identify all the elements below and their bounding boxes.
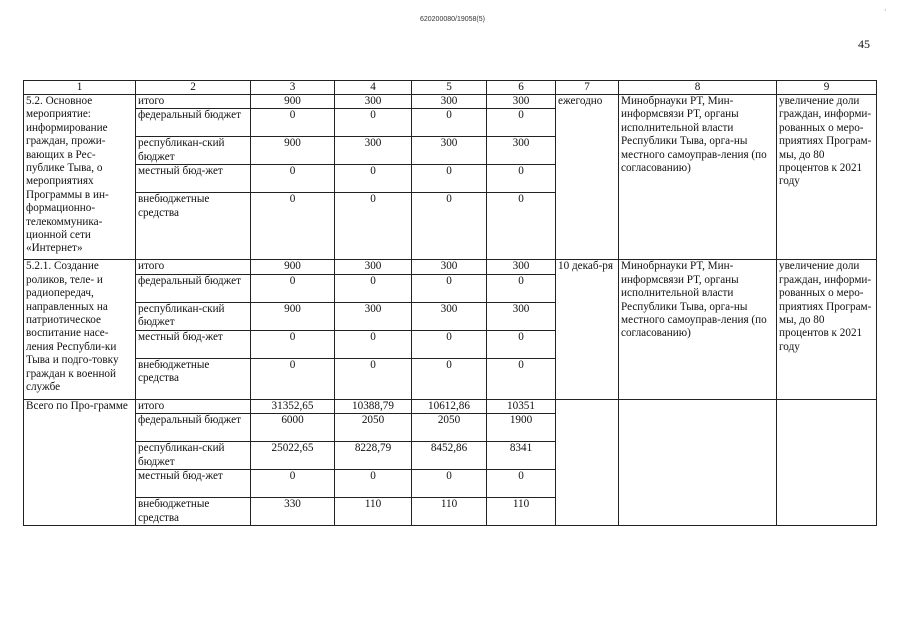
value-year-1: 2050	[335, 414, 412, 442]
funding-source: федеральный бюджет	[136, 109, 251, 137]
value-year-1: 300	[335, 95, 412, 109]
funding-source: местный бюд-жет	[136, 470, 251, 498]
value-year-2: 8452,86	[412, 442, 487, 470]
funding-source: федеральный бюджет	[136, 414, 251, 442]
value-year-2: 300	[412, 260, 487, 274]
value-year-1: 300	[335, 302, 412, 330]
value-year-3: 0	[487, 193, 556, 260]
funding-source: местный бюд-жет	[136, 165, 251, 193]
value-year-2: 0	[412, 358, 487, 399]
funding-source: итого	[136, 260, 251, 274]
funding-source: внебюджетные средства	[136, 498, 251, 526]
value-year-2: 0	[412, 330, 487, 358]
program-activities-table	[23, 80, 877, 526]
funding-source: внебюджетные средства	[136, 358, 251, 399]
value-total: 0	[251, 330, 335, 358]
value-year-2: 300	[412, 137, 487, 165]
deadline	[556, 399, 619, 525]
document-id: 620200080/19058(5)	[419, 16, 485, 23]
value-year-3: 0	[487, 165, 556, 193]
value-year-1: 110	[335, 498, 412, 526]
deadline: ежегодно	[556, 95, 619, 260]
value-year-2: 0	[412, 109, 487, 137]
value-total: 900	[251, 137, 335, 165]
funding-source: местный бюд-жет	[136, 330, 251, 358]
value-year-3: 1900	[487, 414, 556, 442]
value-year-3: 300	[487, 95, 556, 109]
value-year-3: 10351	[487, 399, 556, 413]
page-number: 45	[858, 37, 870, 51]
value-year-2: 110	[412, 498, 487, 526]
value-year-1: 300	[335, 137, 412, 165]
value-total: 900	[251, 260, 335, 274]
value-year-1: 0	[335, 165, 412, 193]
value-year-1: 8228,79	[335, 442, 412, 470]
value-total: 330	[251, 498, 335, 526]
value-year-1: 0	[335, 193, 412, 260]
value-year-3: 110	[487, 498, 556, 526]
value-year-3: 300	[487, 302, 556, 330]
funding-source: итого	[136, 95, 251, 109]
value-year-3: 300	[487, 260, 556, 274]
value-year-2: 10612,86	[412, 399, 487, 413]
value-total: 0	[251, 109, 335, 137]
column-number: 1	[24, 81, 136, 95]
value-year-2: 300	[412, 95, 487, 109]
value-year-3: 0	[487, 470, 556, 498]
value-total: 25022,65	[251, 442, 335, 470]
activity-name: Всего по Про-грамме	[24, 399, 136, 525]
value-year-1: 0	[335, 274, 412, 302]
corner-mark: ·	[884, 6, 887, 15]
value-year-1: 0	[335, 470, 412, 498]
value-year-3: 0	[487, 330, 556, 358]
activity-name: 5.2.1. Создание роликов, теле- и радиопередач, направленных на патриотическое воспитание насе-ления Республи-ки Тыва и подго-товку граждан к военной службе	[24, 260, 136, 399]
table-row	[24, 95, 877, 109]
funding-source: республикан-ский бюджет	[136, 442, 251, 470]
table-row	[24, 399, 877, 413]
column-number: 9	[777, 81, 877, 95]
column-number-row	[24, 81, 877, 95]
value-total: 900	[251, 95, 335, 109]
value-total: 6000	[251, 414, 335, 442]
column-number: 5	[412, 81, 487, 95]
value-total: 0	[251, 165, 335, 193]
value-total: 31352,65	[251, 399, 335, 413]
value-year-3: 8341	[487, 442, 556, 470]
value-total: 0	[251, 470, 335, 498]
value-total: 900	[251, 302, 335, 330]
expected-result: увеличение доли граждан, информи-рованных о меро-приятиях Програм-мы, до 80 процентов к 2021 году	[777, 95, 877, 260]
value-year-2: 2050	[412, 414, 487, 442]
value-year-2: 300	[412, 302, 487, 330]
column-number: 8	[619, 81, 777, 95]
column-number: 2	[136, 81, 251, 95]
value-year-1: 0	[335, 358, 412, 399]
executors	[619, 399, 777, 525]
column-number: 3	[251, 81, 335, 95]
activity-name: 5.2. Основное мероприятие: информирование граждан, прожи-вающих в Рес-публике Тыва, о мероприятиях Программы в ин-формационно-телекоммуника-ционной сети «Интернет»	[24, 95, 136, 260]
value-year-3: 0	[487, 358, 556, 399]
funding-source: федеральный бюджет	[136, 274, 251, 302]
value-total: 0	[251, 193, 335, 260]
expected-result: увеличение доли граждан, информи-рованных о меро-приятиях Програм-мы, до 80 процентов к 2021 году	[777, 260, 877, 399]
funding-source: республикан-ский бюджет	[136, 302, 251, 330]
executors: Минобрнауки РТ, Мин-информсвязи РТ, органы исполнительной власти Республики Тыва, орга-ны местного самоуправ-ления (по согласованию)	[619, 95, 777, 260]
value-year-2: 0	[412, 274, 487, 302]
value-year-2: 0	[412, 193, 487, 260]
value-total: 0	[251, 274, 335, 302]
value-year-2: 0	[412, 470, 487, 498]
value-year-2: 0	[412, 165, 487, 193]
column-number: 6	[487, 81, 556, 95]
deadline: 10 декаб-ря	[556, 260, 619, 399]
value-year-1: 10388,79	[335, 399, 412, 413]
value-year-3: 300	[487, 137, 556, 165]
funding-source: республикан-ский бюджет	[136, 137, 251, 165]
value-year-1: 300	[335, 260, 412, 274]
value-year-3: 0	[487, 274, 556, 302]
expected-result	[777, 399, 877, 525]
value-total: 0	[251, 358, 335, 399]
column-number: 7	[556, 81, 619, 95]
table-row	[24, 260, 877, 274]
value-year-3: 0	[487, 109, 556, 137]
executors: Минобрнауки РТ, Мин-информсвязи РТ, органы исполнительной власти Республики Тыва, орга-ны местного самоуправ-ления (по согласованию)	[619, 260, 777, 399]
funding-source: итого	[136, 399, 251, 413]
value-year-1: 0	[335, 330, 412, 358]
value-year-1: 0	[335, 109, 412, 137]
funding-source: внебюджетные средства	[136, 193, 251, 260]
column-number: 4	[335, 81, 412, 95]
